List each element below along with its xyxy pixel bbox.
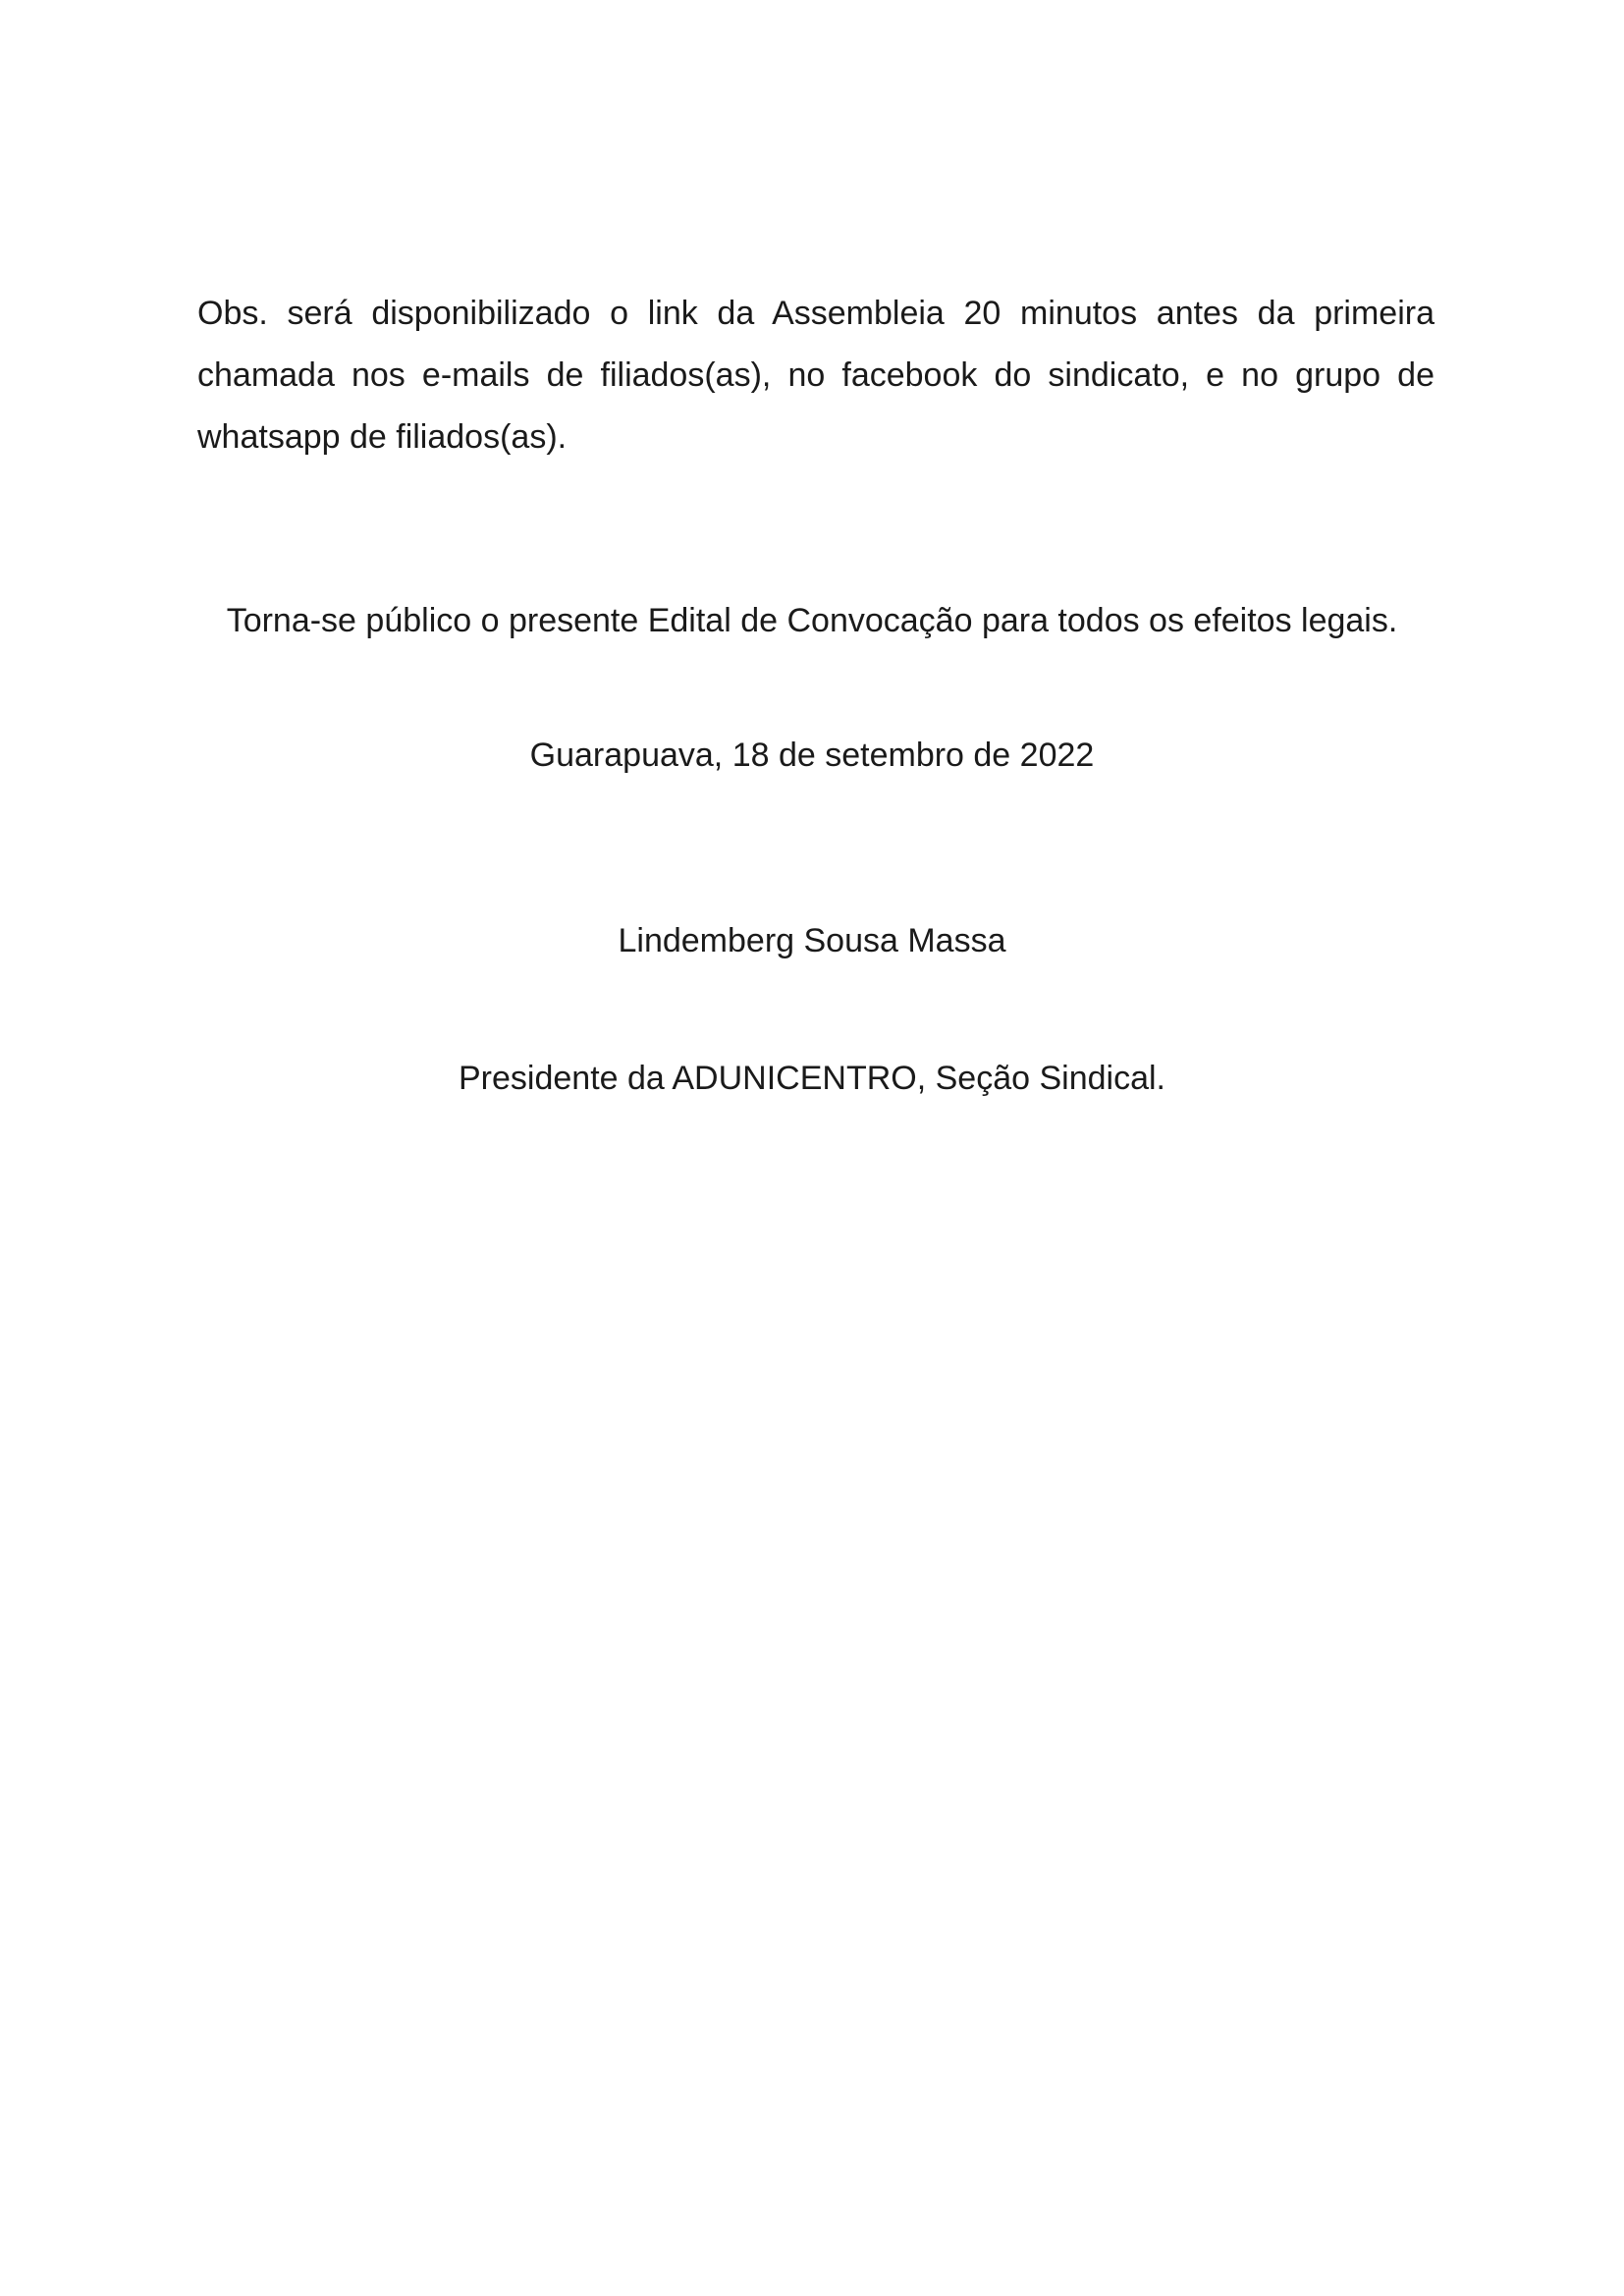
place-date: Guarapuava, 18 de setembro de 2022 xyxy=(529,737,1095,774)
signatory-name: Lindemberg Sousa Massa xyxy=(618,922,1006,959)
signatory-title: Presidente da ADUNICENTRO, Seção Sindical. xyxy=(459,1060,1165,1097)
obs-paragraph: Obs. será disponibilizado o link da Assembleia 20 minutos antes da primeira chamada nos e-mails de filiados(as), no facebook do sindicato, e no grupo de whatsapp de filiados(as). xyxy=(197,295,1435,456)
public-notice: Torna-se público o presente Edital de Convocação para todos os efeitos legais. xyxy=(226,602,1398,639)
